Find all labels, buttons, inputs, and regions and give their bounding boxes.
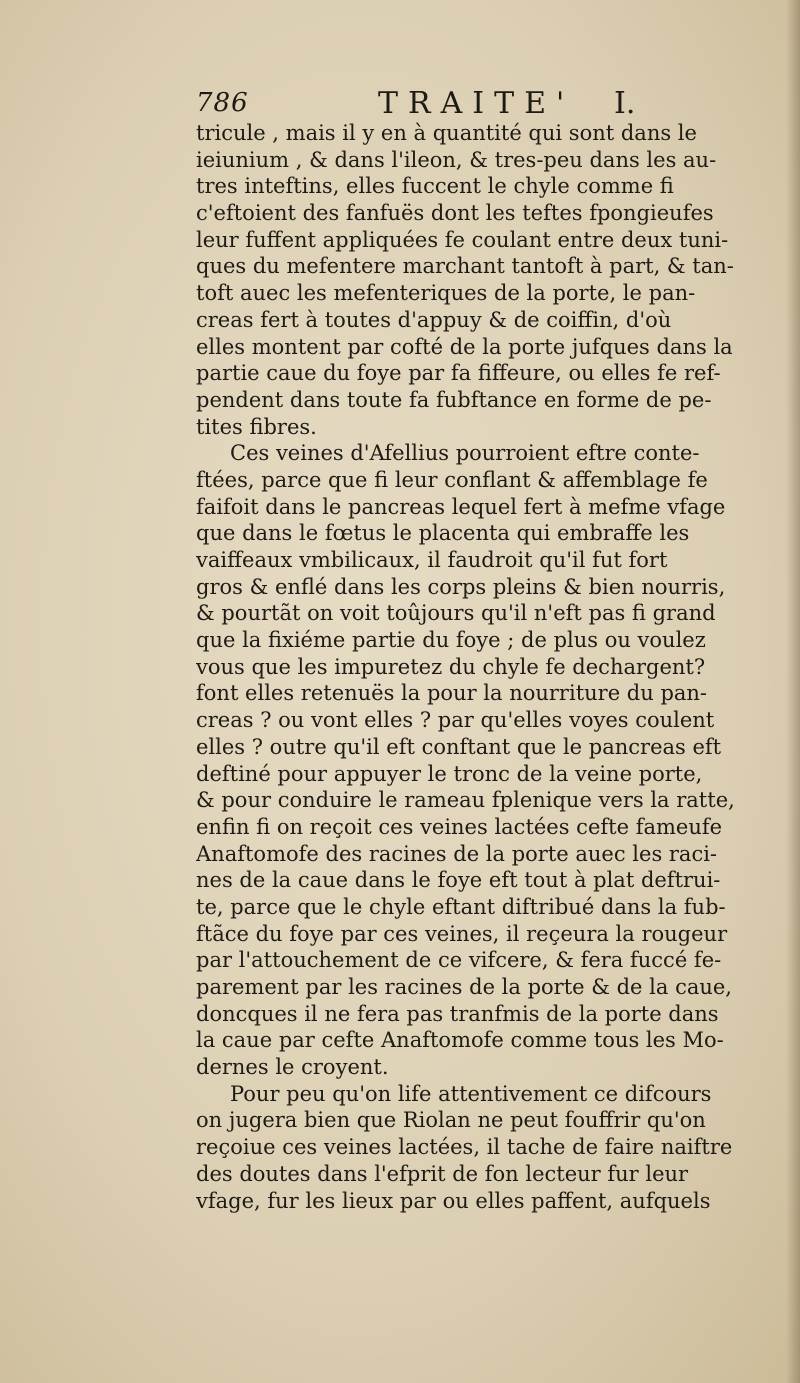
text-line: la caue par cefte Anaftomofe comme tous les Mo- <box>196 1028 724 1053</box>
text-line: & pour conduire le rameau fplenique vers la ratte, <box>196 788 735 813</box>
text-line: dernes le croyent. <box>196 1055 389 1080</box>
text-line: par l'attouchement de ce vifcere, & fera fuccé fe- <box>196 948 722 973</box>
text-line: nes de la caue dans le foye eft tout à plat deftrui- <box>196 868 721 893</box>
text-line: creas fert à toutes d'appuy & de coiffin, d'où <box>196 307 672 332</box>
text-line: c'eftoient des fanfuës dont les teftes fpongieufes <box>196 201 714 226</box>
section-number: I. <box>614 86 636 121</box>
text-line: Pour peu qu'on life attentivement ce difcours <box>230 1081 712 1106</box>
text-line: toft auec les mefenteriques de la porte, le pan- <box>196 281 696 306</box>
text-line: reçoiue ces veines lactées, il tache de faire naiftre <box>196 1135 733 1160</box>
text-line: font elles retenuës la pour la nourriture du pan- <box>196 681 708 706</box>
text-line: on jugera bien que Riolan ne peut fouffrir qu'on <box>196 1108 706 1133</box>
text-line: & pourtãt on voit toûjours qu'il n'eft pas fi grand <box>196 601 716 626</box>
text-line: faifoit dans le pancreas lequel fert à mefme vfage <box>196 494 726 519</box>
text-line: vaiffeaux vmbilicaux, il faudroit qu'il fut fort <box>196 548 668 572</box>
text-line: creas ? ou vont elles ? par qu'elles voyes coulent <box>196 708 715 733</box>
text-line: tres inteftins, elles fuccent le chyle comme fi <box>196 174 674 199</box>
running-title: TRAITE' <box>378 86 575 121</box>
text-line: des doutes dans l'efprit de fon lecteur fur leur <box>196 1161 689 1186</box>
text-line: ftãce du foye par ces veines, il reçeura la rougeur <box>196 921 728 946</box>
text-line: elles montent par cofté de la porte jufques dans la <box>196 334 733 359</box>
text-line: ieiunium , & dans l'ileon, & tres-peu dans les au- <box>196 147 717 172</box>
text-line: que dans le fœtus le placenta qui embraffe les <box>196 521 690 546</box>
text-line: tricule , mais il y en à quantité qui sont dans le <box>196 121 697 145</box>
text-line: parement par les racines de la porte & de la caue, <box>196 975 732 999</box>
text-line: deftiné pour appuyer le tronc de la veine porte, <box>196 761 703 786</box>
text-line: gros & enflé dans les corps pleins & bien nourris, <box>196 574 726 599</box>
text-line: ques du mefentere marchant tantoft à part, & tan- <box>196 254 734 279</box>
text-line: vfage, fur les lieux par ou elles paffent, aufquels <box>196 1188 711 1213</box>
text-line: Anaftomofe des racines de la porte auec les raci- <box>196 841 718 866</box>
text-line: doncques il ne fera pas tranfmis de la porte dans <box>196 1001 719 1026</box>
text-line: que la fixiéme partie du foye ; de plus ou voulez <box>196 628 706 653</box>
text-line: elles ? outre qu'il eft conftant que le pancreas eft <box>196 734 722 759</box>
page-edge-shadow <box>786 0 800 1383</box>
text-line: Ces veines d'Afellius pourroient eftre conte- <box>230 441 700 466</box>
text-line: tites fibres. <box>196 414 317 439</box>
text-line: enfin fi on reçoit ces veines lactées cefte fameufe <box>196 814 723 839</box>
page-number: 786 <box>196 88 249 118</box>
text-line: pendent dans toute fa fubftance en forme de pe- <box>196 387 712 412</box>
text-line: vous que les impuretez du chyle fe dechargent? <box>196 654 706 679</box>
text-line: leur fuffent appliquées fe coulant entre deux tuni- <box>196 227 729 252</box>
text-line: te, parce que le chyle eftant diftribué dans la fub- <box>196 894 726 919</box>
body-text <box>196 120 786 1214</box>
text-line: partie caue du foye par fa fiffeure, ou elles fe ref- <box>196 361 721 386</box>
text-line: ftées, parce que fi leur conflant & affemblage fe <box>196 467 708 492</box>
page-header <box>196 86 756 122</box>
